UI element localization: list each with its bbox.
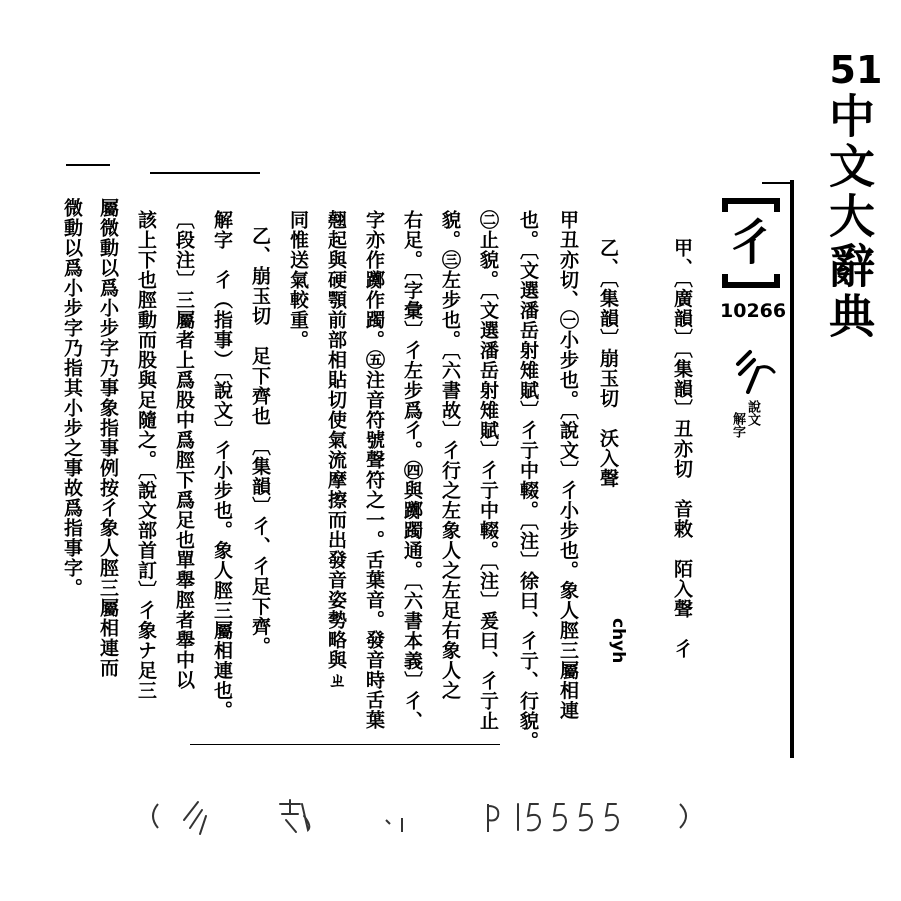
seal-script-icon (728, 348, 780, 394)
head-character: 彳 (726, 215, 775, 271)
jiezi-column-4: 屬微動以爲小步字乃事象指事例按彳象人脛三屬相連而 (97, 198, 119, 678)
definition-column-7: 翹起與硬顎前部相貼切使氣流摩擦而出發音姿勢略與ㄓ (325, 210, 347, 690)
definition-column-5: 右足。〔字彙〕彳左步爲彳。㊃與躑躅通。〔六書本義〕彳、 (401, 210, 423, 731)
handwritten-note (140, 790, 700, 840)
jiezi-column-2: 〔段注〕三屬者上爲股中爲脛下爲足也單舉脛者舉中以 (173, 210, 195, 690)
bracket-bottom (722, 274, 780, 288)
definition-column-6: 字亦作躑作躅。㊄注音符號聲符之一。舌葉音。發音時舌葉 (363, 210, 385, 730)
reading-column-2: 乙、〔集韻〕崩玉切 沃入聲 (597, 238, 619, 489)
frame-top-rule (762, 182, 792, 184)
jiezi-column-1: 解字 彳（指事）〔說文〕彳小步也。象人脛三屬相連也。 (211, 210, 233, 721)
definition-column-2: 也。〔文選潘岳射雉賦〕彳亍中輟。〔注〕徐曰、彳亍、行貌。 (517, 210, 539, 751)
definition-column-3: ㊁止貌。〔文選潘岳射雉賦〕彳亍中輟。〔注〕爰曰、彳亍止 (477, 210, 499, 731)
romanization: chyh (608, 618, 628, 664)
reading-yi-column: 乙、崩玉切 足下齊也 〔集韻〕彳、彳足下齊。 (249, 226, 271, 657)
top-rule (150, 172, 260, 174)
seal-label-jiezi: 解字 (730, 412, 745, 438)
reading-column-1: 甲、〔廣韻〕〔集韻〕丑亦切 音敕 陌入聲 彳 (671, 238, 693, 659)
definition-column-1: 甲丑亦切、㊀小步也。〔說文〕彳小步也。象人脛三屬相連 (557, 210, 579, 721)
jiezi-column-5: 微動以爲小步字乃指其小步之事故爲指事字。 (61, 198, 83, 598)
head-character-box (722, 198, 780, 288)
bracket-top (722, 198, 780, 212)
top-left-rule (66, 164, 110, 166)
definition-column-4: 貌。㊂左步也。〔六書故〕彳行之左象人之左足右象人之 (439, 210, 461, 701)
jiezi-column-3: 該上下也脛動而股與足隨之。〔說文部首訂〕彳象ナ足三 (135, 210, 157, 701)
volume-number: 51 (829, 48, 883, 92)
dictionary-title: 中文大辭典 (822, 92, 876, 342)
bottom-rule (190, 744, 500, 745)
entry-number: 10266 (720, 300, 787, 322)
frame-vertical-rule (790, 180, 794, 758)
definition-column-8: 同惟送氣較重。 (287, 210, 309, 350)
seal-label-shuowen: 說文 (745, 400, 760, 426)
